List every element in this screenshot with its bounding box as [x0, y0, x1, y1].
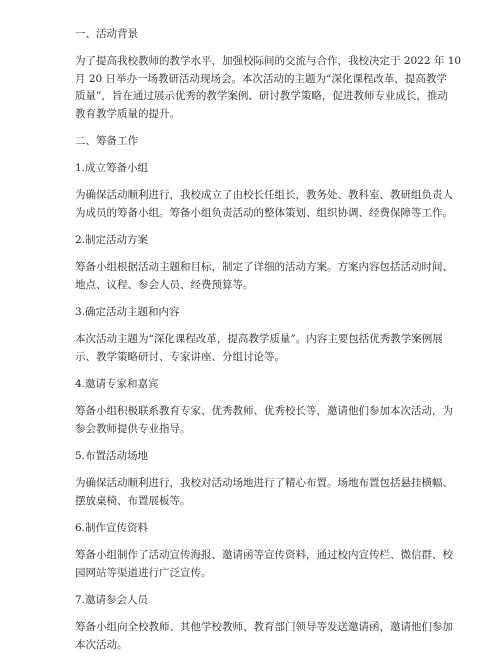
paragraph-line: 月 20 日举办一场教研活动现场会。本次活动的主题为“深化课程改革，提高教学 [75, 72, 447, 85]
paragraph-line: 筹备小组向全校教师、其他学校教师、教育部门领导等发送邀请函，邀请他们参加 [75, 621, 453, 633]
paragraph-line: 参会教师提供专业指导。 [75, 422, 191, 435]
paragraph-line: 为成员的筹备小组。筹备小组负责活动的整体策划、组织协调、经费保障等工作。 [75, 206, 453, 219]
subsection-text-3 [75, 331, 443, 366]
subsection-title-4: 4.邀请专家和嘉宾 [75, 378, 159, 390]
paragraph-line: 为确保活动顺利进行，我校对活动场地进行了精心布置。场地布置包括悬挂横幅、 [75, 477, 453, 489]
subsection-title-2: 2.制定活动方案 [75, 234, 149, 246]
background-paragraph [75, 53, 462, 123]
subsection-text-2 [75, 259, 453, 294]
subsection-text-4 [75, 403, 453, 438]
subsection-title-7: 7.邀请参会人员 [75, 594, 149, 606]
paragraph-line: 本次活动主题为“深化课程改革，提高教学质量”。内容主要包括优秀教学案例展 [75, 333, 443, 345]
subsection-text-6 [75, 547, 453, 582]
paragraph-line: 质量”，旨在通过展示优秀的教学案例、研讨教学策略，促进教师专业成长，推动 [75, 90, 448, 102]
paragraph-line: 筹备小组积极联系教育专家、优秀教师、优秀校长等，邀请他们参加本次活动，为 [75, 405, 453, 417]
subsection-title-5: 5.布置活动场地 [75, 450, 149, 462]
paragraph-line: 为了提高我校教师的教学水平，加强校际间的交流与合作，我校决定于 2022 年 10 [75, 55, 462, 67]
paragraph-line: 地点、议程、参会人员、经费预算等。 [75, 278, 254, 291]
paragraph-line: 筹备小组制作了活动宣传海报、邀请函等宣传资料，通过校内宣传栏、微信群、校 [75, 549, 453, 561]
document-page [75, 26, 462, 664]
paragraph-line: 本次活动。 [75, 638, 128, 651]
subsection-text-5 [75, 475, 453, 510]
section-heading-preparation: 二、筹备工作 [75, 135, 138, 147]
paragraph-line: 筹备小组根据活动主题和目标，制定了详细的活动方案。方案内容包括活动时间、 [75, 261, 453, 273]
paragraph-line: 摆放桌椅、布置展板等。 [75, 494, 191, 507]
paragraph-line: 为确保活动顺利进行，我校成立了由校长任组长，教务处、教科室、教研组负责人 [75, 189, 453, 201]
section-heading-background: 一、活动背景 [75, 28, 138, 40]
paragraph-line: 园网站等渠道进行广泛宣传。 [75, 566, 212, 579]
subsection-title-3: 3.确定活动主题和内容 [75, 306, 180, 318]
subsection-title-6: 6.制作宣传资料 [75, 522, 149, 534]
subsection-title-1: 1.成立筹备小组 [75, 162, 149, 174]
paragraph-line: 教育教学质量的提升。 [75, 107, 180, 120]
paragraph-line: 示、教学策略研讨、专家讲座、分组讨论等。 [75, 350, 285, 363]
subsection-text-1 [75, 187, 453, 222]
